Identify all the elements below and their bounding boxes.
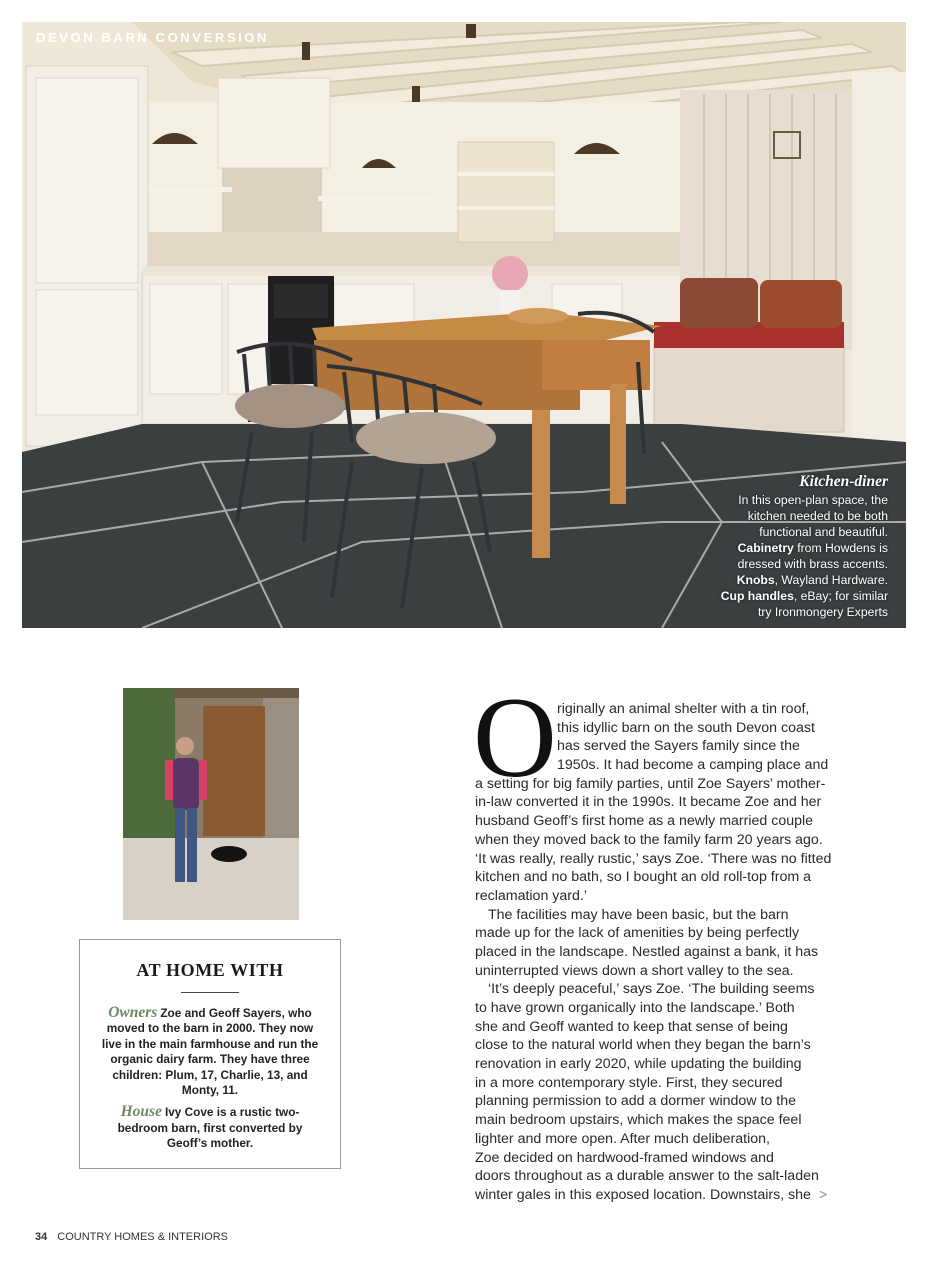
caption-line: Cabinetry from Howdens is: [737, 541, 888, 555]
article-line: ‘It was really, really rustic,’ says Zoe. ‘There was no fitted: [475, 850, 832, 867]
article-line: reclamation yard.’: [475, 887, 587, 904]
article-body: [473, 674, 860, 1205]
owner-portrait-photo: [123, 688, 299, 920]
article-line: riginally an animal shelter with a tin roof,: [557, 701, 810, 717]
infobox-divider: [181, 992, 239, 993]
caption-line: Knobs, Wayland Hardware.: [736, 573, 888, 587]
article-line: she and Geoff wanted to keep that sense of being: [475, 1018, 788, 1035]
caption-line: dressed with brass accents.: [737, 557, 888, 571]
article-line: renovation in early 2020, while updating the building: [475, 1056, 802, 1073]
caption-line: Cup handles, eBay; for similar: [720, 589, 888, 603]
article-line: ‘It’s deeply peaceful,’ says Zoe. ‘The building seems: [488, 981, 815, 998]
continue-arrow-icon: >: [818, 1186, 828, 1203]
caption-title: Kitchen-diner: [799, 473, 888, 490]
caption-line: In this open-plan space, the: [738, 493, 888, 507]
article-line: husband Geoff’s first home as a newly married couple: [475, 813, 814, 830]
owners-text: Zoe and Geoff Sayers, who moved to the barn in 2000. They now live in the main farmhouse and run the organic dairy farm. They have three children: Plum, 17, Charlie, 13, and Monty, 11.: [101, 1006, 319, 1098]
article-line: made up for the lack of amenities by being perfectly: [475, 925, 800, 942]
article-line-text: winter gales in this exposed location. Downstairs, she: [475, 1186, 811, 1203]
house-paragraph: [98, 1104, 322, 1151]
drop-cap: O: [473, 674, 557, 802]
article-line: in-law converted it in the 1990s. It became Zoe and her: [475, 794, 822, 811]
photo-caption: [688, 474, 888, 620]
article-line: doors throughout as a durable answer to the salt-laden: [475, 1168, 819, 1185]
article-line: placed in the landscape. Nestled against a bank, it has: [475, 943, 819, 960]
caption-line: try Ironmongery Experts: [757, 605, 888, 619]
house-text: Ivy Cove is a rustic two-bedroom barn, first converted by Geoff’s mother.: [117, 1105, 303, 1151]
article-line: this idyllic barn on the south Devon coast: [557, 719, 815, 736]
magazine-name: COUNTRY HOMES & INTERIORS: [57, 1231, 228, 1243]
kitchen-diner-photo: [22, 22, 906, 628]
section-label: DEVON BARN CONVERSION: [36, 30, 270, 45]
article-line: close to the natural world when they began the barn’s: [475, 1037, 811, 1054]
article-line: planning permission to add a dormer window to the: [475, 1093, 796, 1110]
article-line: in a more contemporary style. First, they secured: [475, 1074, 783, 1091]
article-line: lighter and more open. After much deliberation,: [475, 1130, 770, 1147]
owners-key: Owners: [108, 1004, 158, 1021]
caption-line: functional and beautiful.: [759, 525, 888, 539]
article-line: uninterrupted views down a short valley to the sea.: [475, 962, 794, 979]
article-line: The facilities may have been basic, but the barn: [488, 906, 789, 923]
house-key: House: [120, 1103, 162, 1121]
article-line: to have grown organically into the landscape.’ Both: [475, 1000, 795, 1016]
infobox-title: AT HOME WITH: [136, 960, 284, 980]
at-home-with-box: [79, 939, 341, 1169]
article-line: when they moved back to the family farm 20 years ago.: [475, 831, 823, 848]
owners-paragraph: [98, 1005, 322, 1098]
caption-line: kitchen needed to be both: [747, 509, 888, 523]
page-footer: [35, 1231, 228, 1243]
article-line: Zoe decided on hardwood-framed windows and: [475, 1149, 774, 1166]
article-line: has served the Sayers family since the: [557, 738, 800, 755]
article-line: 1950s. It had become a camping place and: [557, 757, 829, 774]
article-line: main bedroom upstairs, which makes the space feel: [475, 1112, 802, 1129]
article-line: kitchen and no bath, so I bought an old roll-top from a: [475, 869, 811, 886]
portrait-illustration: [123, 688, 299, 920]
article-line: [475, 1186, 860, 1205]
article-line: a setting for big family parties, until Zoe Sayers’ mother-: [475, 775, 826, 792]
page-number: 34: [35, 1231, 48, 1243]
